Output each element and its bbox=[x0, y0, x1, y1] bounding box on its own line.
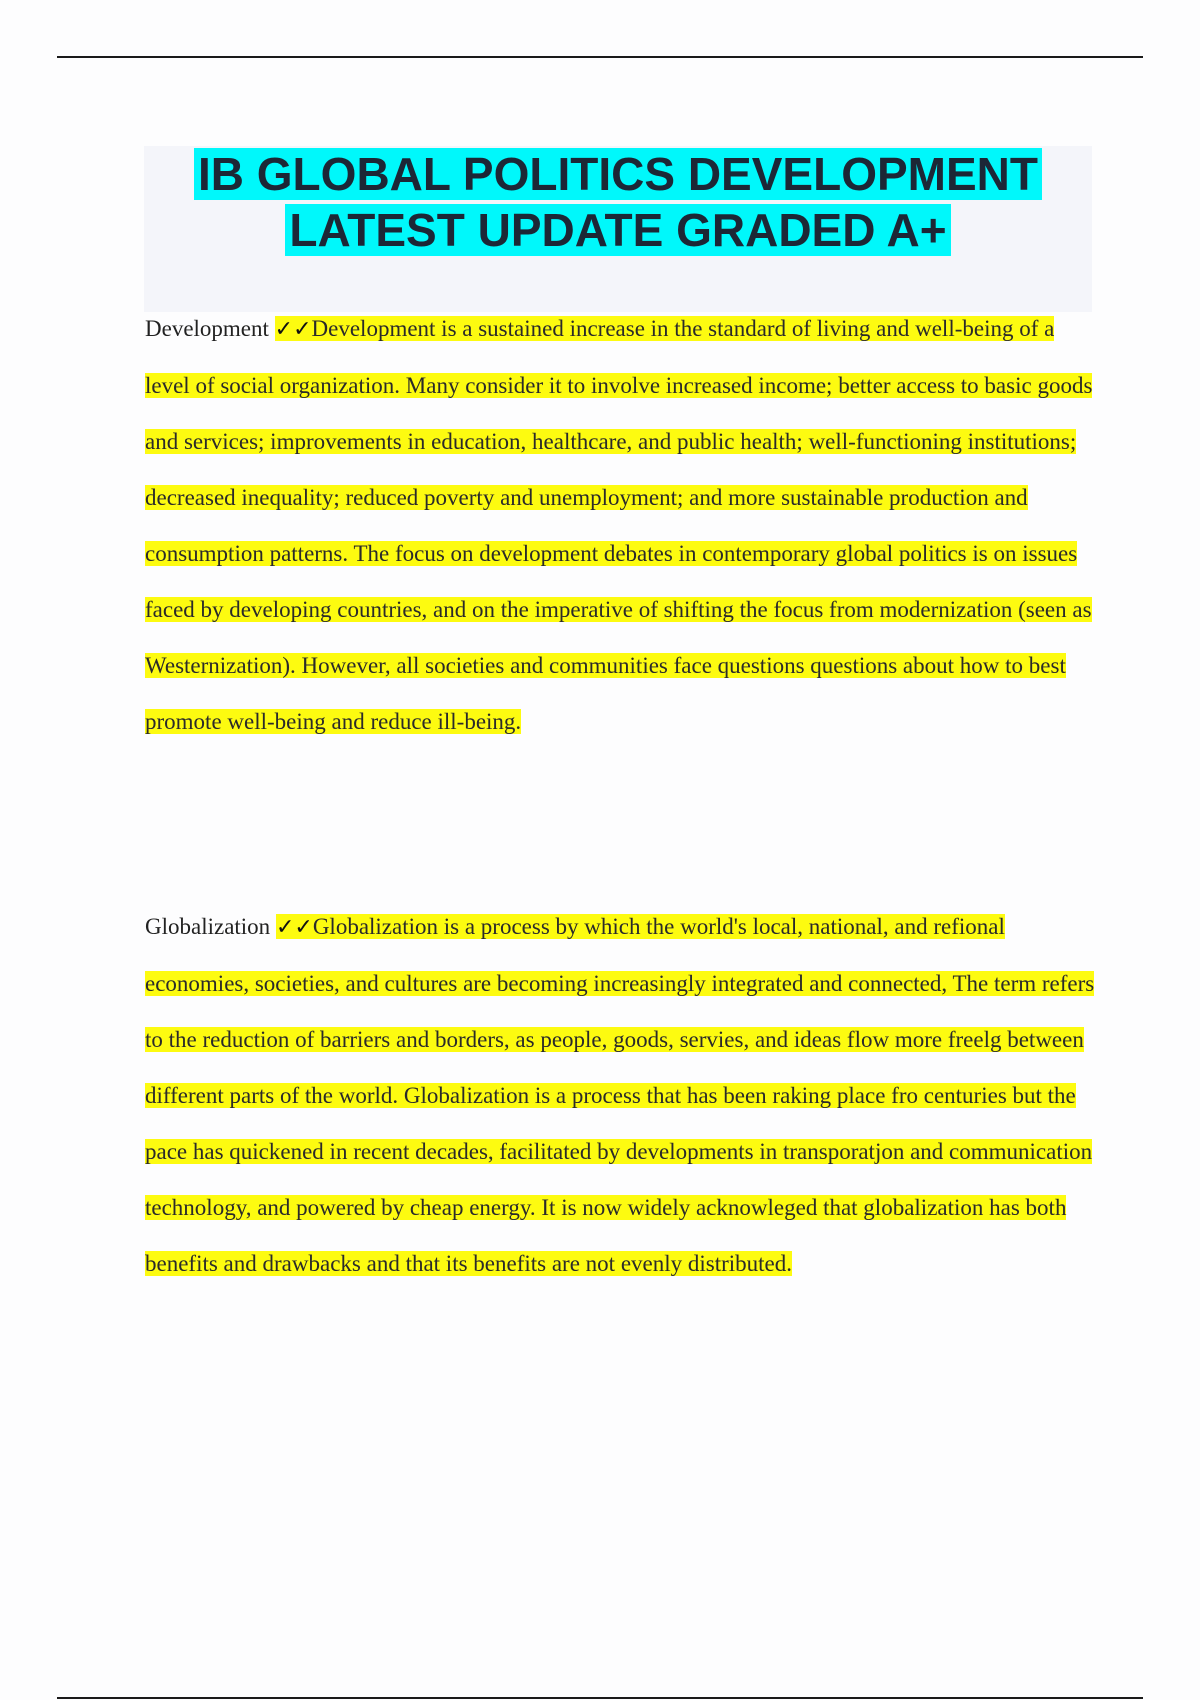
entry-definition-highlight bbox=[145, 316, 1092, 734]
entry-definition-highlight bbox=[145, 914, 1094, 1276]
entry-definition: Development is a sustained increase in the standard of living and well-being of a level of social organization. Many consider it to involve increased income; better access to basic goods and services; improvements in education, healthcare, and public health; well-functioning institutions; decreased inequality; reduced poverty and unemployment; and more sustainable production and consumption patterns. The focus on development debates in contemporary global politics is on issues faced by developing countries, and on the imperative of shifting the focus from modernization (seen as Westernization). However, all societies and communities face questions questions about how to best promote well-being and reduce ill-being. bbox=[145, 316, 1093, 734]
title-line-2: LATEST UPDATE GRADED A+ bbox=[285, 204, 950, 256]
entry-term: Globalization bbox=[145, 914, 271, 939]
double-check-icon: ✓✓ bbox=[274, 317, 312, 342]
entry-term: Development bbox=[145, 316, 269, 341]
header-rule bbox=[57, 56, 1143, 58]
document-title bbox=[144, 146, 1092, 258]
double-check-icon: ✓✓ bbox=[275, 915, 313, 940]
entry-definition: Globalization is a process by which the world's local, national, and refional economies, societies, and cultures are becoming increasingly integrated and connected, The term refers to the reduction of barriers and borders, as people, goods, servies, and ideas flow more freelg between different parts of the world. Globalization is a process that has been raking place fro centuries but the pace has quickened in recent decades, facilitated by developments in transporatjon and communication technology, and powered by cheap energy. It is now widely acknowleged that globalization has both benefits and drawbacks and that its benefits are not evenly distributed. bbox=[145, 914, 1095, 1276]
title-block bbox=[144, 146, 1092, 312]
footer-rule bbox=[57, 1697, 1143, 1699]
entry-development bbox=[145, 301, 1095, 750]
title-line-1: IB GLOBAL POLITICS DEVELOPMENT bbox=[194, 148, 1042, 200]
entry-globalization bbox=[145, 899, 1095, 1292]
